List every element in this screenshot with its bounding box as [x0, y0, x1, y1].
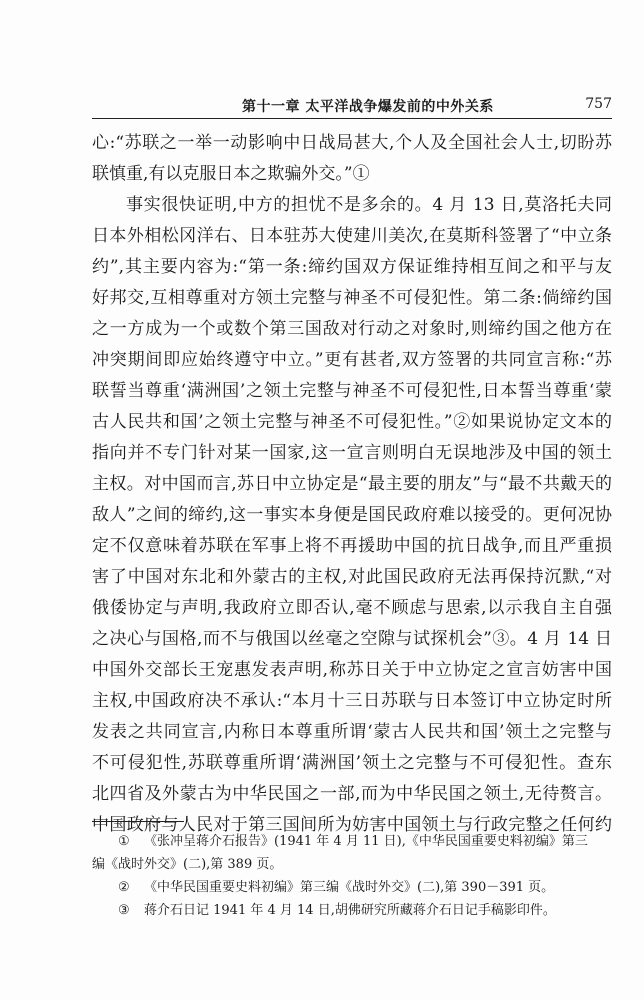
running-header: [92, 96, 612, 119]
footnote-divider: [92, 821, 184, 822]
footnote-continuation: 编《战时外交》(二),第 389 页。: [92, 857, 283, 872]
text-line: 指向并不专门针对某一国家,这一宣言则明白无误地涉及中国的领土: [92, 443, 612, 463]
footnote-text: 《中华民国重要史料初编》第三编《战时外交》(二),第 390－391 页。: [144, 880, 555, 895]
text-line: 主权。对中国而言,苏日中立协定是“最主要的朋友”与“最不共戴天的: [92, 474, 612, 494]
text-line: 冲突期间即应始终遵守中立。”更有甚者,双方签署的共同宣言称:“苏: [92, 350, 612, 370]
text-line: 定不仅意味着苏联在军事上将不再援助中国的抗日战争,而且严重损: [92, 536, 612, 556]
footnote-item: [118, 830, 612, 853]
footnote-item: [118, 876, 612, 899]
text-line: 敌人”之间的缔约,这一事实本身便是国民政府难以接受的。更何况协: [92, 505, 612, 525]
text-line: 古人民共和国’之领土完整与神圣不可侵犯性。”②如果说协定文本的: [92, 412, 612, 432]
page-number: 757: [585, 96, 612, 112]
text-line: 心:“苏联之一举一动影响中日战局甚大,个人及全国社会人士,切盼苏: [92, 133, 612, 153]
footnote-text: 蒋介石日记 1941 年 4 月 14 日,胡佛研究所藏蒋介石日记手稿影印件。: [144, 903, 556, 918]
footnote-mark: ①: [118, 834, 130, 849]
text-line: 害了中国对东北和外蒙古的主权,对此国民政府无法再保持沉默,“对: [92, 567, 612, 587]
footnote-item: [118, 899, 612, 922]
footnote-mark: ③: [118, 903, 130, 918]
text-line: 发表之共同宣言,内称日本尊重所谓‘蒙古人民共和国’领土之完整与: [92, 722, 612, 742]
text-line: 俄倭协定与声明,我政府立即否认,毫不顾虑与思索,以示我自主自强: [92, 598, 612, 618]
text-line: 联慎重,有以克服日本之欺骗外交。”①: [92, 164, 370, 184]
text-line: 中国政府与人民对于第三国间所为妨害中国领土与行政完整之任何约: [92, 815, 612, 835]
text-line: 日本外相松冈洋右、日本驻苏大使建川美次,在莫斯科签署了“中立条: [92, 226, 612, 246]
text-line: 北四省及外蒙古为中华民国之一部,而为中华民国之领土,无待赘言。: [92, 784, 612, 804]
text-line: 主权,中国政府决不承认:“本月十三日苏联与日本签订中立协定时所: [92, 691, 612, 711]
text-line: 之一方成为一个或数个第三国敌对行动之对象时,则缔约国之他方在: [92, 319, 612, 339]
text-line: 联誓当尊重‘满洲国’之领土完整与神圣不可侵犯性,日本誓当尊重‘蒙: [92, 381, 612, 401]
text-line: 好邦交,互相尊重对方领土完整与神圣不可侵犯性。第二条:倘缔约国: [92, 288, 612, 308]
footnotes: [92, 830, 612, 922]
body-text: [92, 128, 612, 841]
text-line: 不可侵犯性,苏联尊重所谓‘满洲国’领土之完整与不可侵犯性。查东: [92, 753, 612, 773]
text-line: 约”,其主要内容为:“第一条:缔约国双方保证维持相互间之和平与友: [92, 257, 612, 277]
text-line: 中国外交部长王宠惠发表声明,称苏日关于中立协定之宣言妨害中国: [92, 660, 612, 680]
text-line: 之决心与国格,而不与俄国以丝毫之空隙与试探机会”③。4 月 14 日: [92, 629, 612, 649]
text-line: 事实很快证明,中方的担忧不是多余的。4 月 13 日,莫洛托夫同: [126, 195, 612, 215]
footnote-mark: ②: [118, 880, 130, 895]
footnote-text: 《张冲呈蒋介石报告》(1941 年 4 月 11 日),《中华民国重要史料初编》第三: [144, 834, 588, 849]
chapter-title: 第十一章 太平洋战争爆发前的中外关系: [242, 99, 494, 115]
